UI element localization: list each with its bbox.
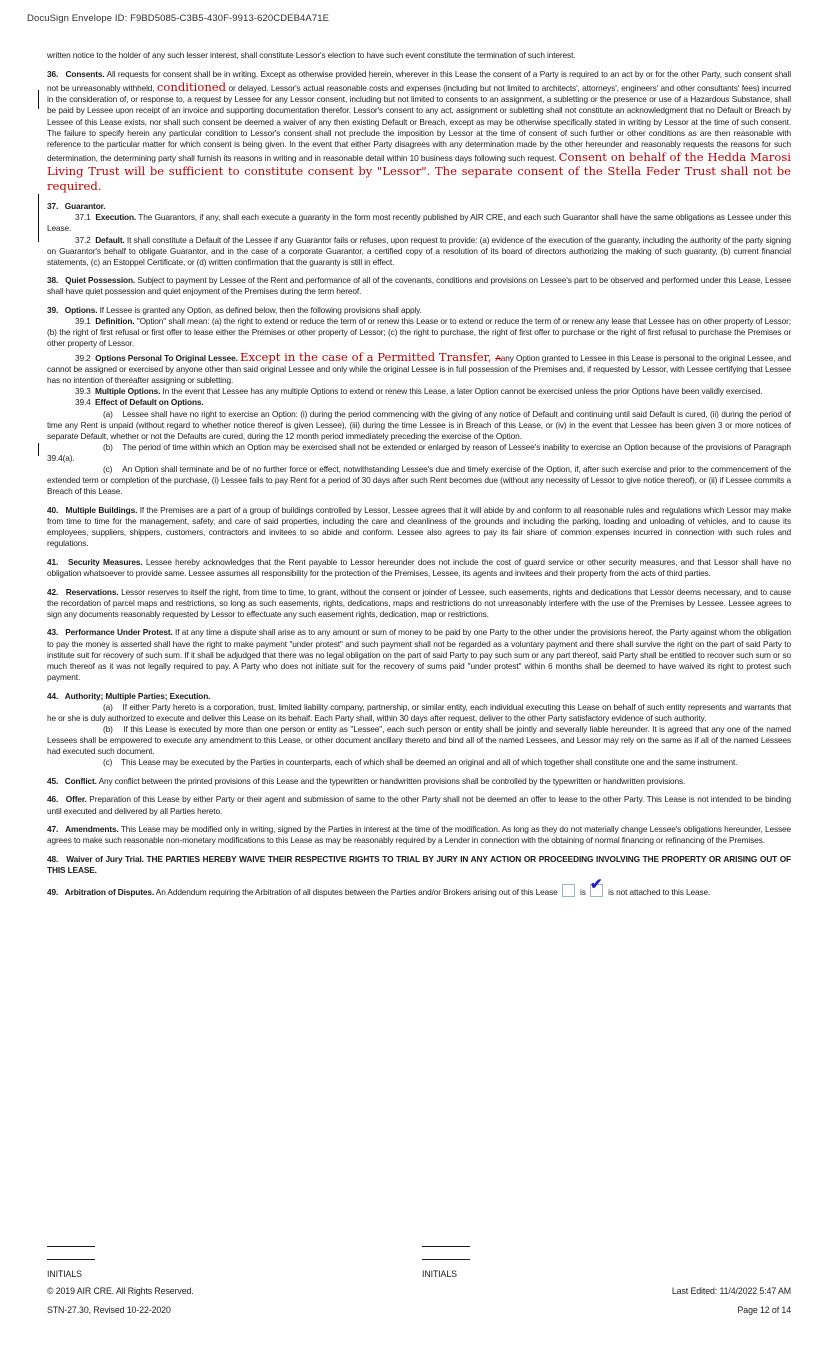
text-run: 48. Waiver of Jury Trial. THE PARTIES HEREBY WAIVE THEIR RESPECTIVE RIGHTS TO TRIAL BY JURY IN ANY ACTION OR PROCEEDING INVOLVING THE PROPERTY OR ARISING OUT OF THIS LEASE. xyxy=(47,854,791,876)
text-run: is xyxy=(577,886,588,897)
initials-line xyxy=(47,1246,95,1247)
paragraph xyxy=(47,824,791,846)
initials-block-center xyxy=(422,1246,470,1279)
paragraph xyxy=(47,442,791,464)
text-run: 42. Reservations. xyxy=(47,586,119,597)
paragraph xyxy=(47,201,791,212)
text-run: Execution. xyxy=(95,212,137,223)
text-run: If at any time a dispute shall arise as to any amount or sum of money to be paid by one Party to the other under the provisions hereof, the Party against whom the obligation to pay the money is asserted shall have the right to make payment "under protest" and such payment shall not be regarded as a voluntary payment and there shall survive the right on the part of said Party to institute suit for recovery of such sum. If it shall be adjudged that there was no legal obligation on the part of said Party to pay such sum or any part thereof, said Party shall be entitled to recover such sum or so much thereof as it was not legally required to pay. A Party who does not initiate suit for the recovery of sums paid "under protest" within 6 months shall be deemed to have waived its right to protest such payment. xyxy=(47,627,791,682)
paragraph xyxy=(47,235,791,268)
text-run: ny Option granted to Lessee in this Lease is personal to the original Lessee, and cannot be assigned or exercised by anyone other than said original Lessee and only while the original Lessee is in full possession of the Premises and, if requested by Lessor, with Lessee certifying that Lessee has no intention of thereafter assigning or subletting. xyxy=(47,352,791,386)
text-run: Any conflict between the printed provisions of this Lease and the typewritten or handwritten provisions shall be controlled by the typewritten or handwritten provisions. xyxy=(96,775,686,786)
text-run: It shall constitute a Default of the Lessee if any Guarantor fails or refuses, upon request to provide: (a) evidence of the execution of the guaranty, including the authority of the party signing on Guarantor's behalf to obligate Guarantor, and in the case of a corporate Guarantor, a certified copy of a resolution of its board of directors authorizing the making of such guaranty, (b) current financial statements, (c) an Estoppel Certificate, or (d) written confirmation that the guaranty is still in effect. xyxy=(47,234,791,267)
paragraph xyxy=(47,724,791,757)
paragraph xyxy=(47,386,791,397)
text-run: Multiple Options. xyxy=(95,386,161,397)
text-run: 38. Quiet Possession. xyxy=(47,275,136,286)
paragraph xyxy=(47,409,791,442)
text-run: 37.2 xyxy=(75,234,96,245)
text-run: Effect of Default on Options. xyxy=(95,397,204,408)
initials-block-left xyxy=(47,1246,95,1279)
text-run: 39.2 xyxy=(75,352,96,363)
paragraph xyxy=(47,69,791,194)
text-run: (c) This Lease may be executed by the Parties in counterparts, each of which shall be deemed an original and all of which together shall constitute one and the same instrument. xyxy=(103,757,738,768)
paragraph xyxy=(47,776,791,787)
initials-line xyxy=(422,1246,470,1247)
paragraph xyxy=(47,212,791,234)
text-run: A xyxy=(495,352,501,363)
text-run: or delayed. Lessor's actual reasonable costs and expenses (including but not limited to architects', attorneys', engineers' and other consultants' fees) incurred in the consideration of, or response to, a request by Lessee for any Lessor consent, including but not limited to consents to an assignment, a subletting or the presence or use of a Hazardous Substance, shall be paid by Lessee upon receipt of an invoice and supporting documentation therefor. Lessor's consent to any act, assignment or subletting shall not constitute an acknowledgment that no Default or Breach by Lessee of this Lease exists, nor shall such consent be deemed a waiver of any then existing Default or Breach, except as may be otherwise specifically stated in writing by Lessor at the time of such consent. The failure to specify herein any particular condition to Lessor's consent shall not preclude the imposition by Lessor at the time of consent of such further or other conditions as are then reasonable with reference to the particular matter for which consent is being given. In the event that either Party disagrees with any determination made by the other hereunder and reasonably requests the reasons for such determination, the determining party shall furnish its reasons in writing and in reasonable detail within 10 business days following such request. xyxy=(47,82,791,163)
paragraph xyxy=(47,50,791,61)
text-run: (c) An Option shall terminate and be of no further force or effect, notwithstanding Lessee's due and timely exercise of the Option, if, after such exercise and prior to the commencement of the extended term or completion of the purchase, (i) Lessee fails to pay Rent for a period of 30 days after such Rent becomes due (without any necessity of Lessor to give notice thereof), or (ii) if Lessee commits a Breach of this Lease. xyxy=(47,463,791,497)
text-run: 39. Options. xyxy=(47,305,98,316)
text-run: 40. Multiple Buildings. xyxy=(47,504,138,515)
text-run: conditioned xyxy=(156,79,227,94)
text-run: All requests for consent shall be in writing. Except as otherwise provided herein, wherever in this Lease the consent of a Party is required to an act by or for the other Party, such consent shall not be unreasonably withheld, xyxy=(47,68,791,93)
text-run: (b) If this Lease is executed by more than one person or entity as "Lessee", each such person or entity shall be jointly and severally liable hereunder. It is agreed that any one of the named Lessees shall be empowered to execute any amendment to this Lease, or other document ancillary thereto and bind all of the named Lessees, and Lessor may rely on the same as if all of the named Lessees had executed such document. xyxy=(47,723,791,756)
paragraph xyxy=(47,587,791,620)
text-run: (a) If either Party hereto is a corporation, trust, limited liability company, partnership, or similar entity, each individual executing this Lease on behalf of such entity represents and warrants that he or she is duly authorized to execute and deliver this Lease on its behalf. Each Party shall, within 30 days after request, deliver to the other Party satisfactory evidence of such authority. xyxy=(47,701,791,723)
text-run: Preparation of this Lease by either Party or their agent and submission of same to the other Party shall not be deemed an offer to lease to the other Party. This Lease is not intended to be binding until executed and delivered by all Parties hereto. xyxy=(47,794,792,816)
text-run: 39.1 xyxy=(75,316,96,327)
initials-line xyxy=(47,1259,95,1260)
text-run: If Lessee is granted any Option, as defined below, then the following provisions shall apply. xyxy=(97,305,422,316)
text-run: An Addendum requiring the Arbitration of all disputes between the Parties and/or Brokers arising out of this Lease xyxy=(154,886,560,897)
checkmark-icon: ✔ xyxy=(589,875,603,893)
paragraph xyxy=(47,305,791,316)
initials-label: INITIALS xyxy=(47,1269,82,1279)
text-run: Lessor reserves to itself the right, from time to time, to grant, without the consent or joinder of Lessee, such easements, rights and dedications that Lessor deems necessary, and to cause the recordation of parcel maps and restrictions, so long as such easements, rights, dedications, maps and restrictions do not unreasonably interfere with the use of the Premises by Lessee. Lessee agrees to sign any documents reasonably requested by Lessor to effectuate any such easement rights, dedication, map or restrictions. xyxy=(47,586,791,619)
text-run: 37.1 xyxy=(75,212,96,223)
paragraph xyxy=(47,505,791,549)
arbitration-is-not-attached-checkbox[interactable] xyxy=(589,875,603,897)
revision-change-bar xyxy=(38,194,39,242)
revision-change-bar xyxy=(38,90,39,109)
text-run: Consent on behalf of the Hedda Marosi Living Trust will be sufficient to constitute consent by "Lessor". The separate consent of the Stella Feder Trust shall not be required. xyxy=(47,149,791,194)
paragraph xyxy=(47,854,791,876)
initials-line xyxy=(422,1259,470,1260)
paragraph xyxy=(47,627,791,682)
text-run: Default. xyxy=(95,234,125,245)
text-run: 37. Guarantor. xyxy=(47,201,106,212)
text-run: 39.3 xyxy=(75,386,96,397)
paragraph xyxy=(47,794,791,816)
text-run: is not attached to this Lease. xyxy=(605,886,711,897)
text-run: (a) Lessee shall have no right to exercise an Option: (i) during the period commencing with the giving of any notice of Default and continuing until said Default is cured, (ii) during the period of time any Rent is unpaid (without regard to whether notice thereof is given Lessee), (iii) during the time Lessee is in Breach of this Lease, or (iv) in the event that Lessee has been given 3 or more notices of separate Default, whether or not the Defaults are cured, during the 12 month period immediately preceding the exercise of the Option. xyxy=(47,408,791,441)
text-run: Options Personal To Original Lessee. xyxy=(95,352,238,363)
text-run: This Lease may be modified only in writing, signed by the Parties in interest at the time of the modification. As long as they do not materially change Lessee's obligations hereunder, Lessee agrees to make such reasonable non-monetary modifications to this Lease as may be reasonably required by a Lender in connection with the obtaining of normal financing or refinancing of the Premises. xyxy=(47,824,791,846)
paragraph xyxy=(47,691,791,702)
text-run: Lessee hereby acknowledges that the Rent payable to Lessor hereunder does not include the cost of guard service or other security measures, and that Lessor shall have no obligation whatsoever to provide same. Lessee assumes all responsibility for the protection of the Premises, Lessee, its agents and invitees and their property from the acts of third parties. xyxy=(47,556,791,578)
text-run: (b) The period of time within which an Option may be exercised shall not be extended or enlarged by reason of Lessee's inability to exercise an Option because of the provisions of Paragraph 39.4(a). xyxy=(47,441,791,463)
text-run: If the Premises are a part of a group of buildings controlled by Lessor, Lessee agrees that it will abide by and conform to all reasonable rules and regulations which Lessor may make from time to time for the management, safety, and care of said properties, including the care and cleanliness of the grounds and including the parking, loading and unloading of vehicles, and to cause its employees, suppliers, shippers, customers, contractors and invitees to so abide and conform. Lessee also agrees to pay its fair share of common expenses incurred in connection with such rules and regulations. xyxy=(47,504,791,549)
text-run: 36. Consents. xyxy=(47,68,105,79)
page-number-text: Page 12 of 14 xyxy=(737,1305,791,1315)
last-edited-text: Last Edited: 11/4/2022 5:47 AM xyxy=(671,1286,791,1296)
text-run: 39.4 xyxy=(75,397,96,408)
text-run: In the event that Lessee has any multiple Options to extend or renew this Lease, a later Option cannot be exercised unless the prior Options have been validly exercised. xyxy=(160,386,763,397)
arbitration-is-attached-checkbox[interactable] xyxy=(562,884,575,897)
text-run: Except in the case of a Permitted Transfer, xyxy=(239,349,496,364)
document-body xyxy=(47,50,791,898)
text-run: 47. Amendments. xyxy=(47,824,119,835)
paragraph xyxy=(47,397,791,408)
text-run: 44. Authority; Multiple Parties; Execution. xyxy=(47,690,211,701)
paragraph xyxy=(47,557,791,579)
text-run: 49. Arbitration of Disputes. xyxy=(47,886,155,897)
text-run: 41. Security Measures. xyxy=(47,556,143,567)
paragraph xyxy=(47,875,791,898)
text-run: 46. Offer. xyxy=(47,794,87,805)
paragraph xyxy=(47,316,791,349)
paragraph xyxy=(47,757,791,768)
text-run: Subject to payment by Lessee of the Rent and performance of all of the covenants, conditions and provisions on Lessee's part to be observed and performed under this Lease, Lessee shall have quiet possession and quiet enjoyment of the Premises during the term hereof. xyxy=(47,275,791,297)
text-run: "Option" shall mean: (a) the right to extend or reduce the term of or renew this Lease or to extend or reduce the term of or renew any lease that Lessee has on other property of Lessor; (b) the right of first refusal or first offer to lease either the Premises or other property of Lessor; (c) the right to purchase, the right of first offer to purchase or the right of first refusal to purchase the Premises or other property of Lessor. xyxy=(47,316,791,349)
paragraph xyxy=(47,350,791,387)
paragraph xyxy=(47,275,791,297)
form-id-text: STN-27.30, Revised 10-22-2020 xyxy=(47,1305,171,1315)
docusign-envelope-id: DocuSign Envelope ID: F9BD5085-C3B5-430F-9913-620CDEB4A71E xyxy=(27,13,330,24)
copyright-text: © 2019 AIR CRE. All Rights Reserved. xyxy=(47,1286,194,1296)
initials-label: INITIALS xyxy=(422,1269,457,1279)
text-run: Definition. xyxy=(95,316,135,327)
paragraph xyxy=(47,702,791,724)
revision-change-bar xyxy=(38,443,39,456)
paragraph xyxy=(47,464,791,497)
text-run: 45. Conflict. xyxy=(47,775,97,786)
text-run: a xyxy=(500,352,506,363)
text-run: The Guarantors, if any, shall each execute a guaranty in the form most recently published by AIR CRE, and each such Guarantor shall have the same obligations as Lessee under this Lease. xyxy=(47,212,791,234)
text-run: written notice to the holder of any such lesser interest, shall constitute Lessor's election to have such event constitute the termination of such interest. xyxy=(47,50,576,60)
text-run: 43. Performance Under Protest. xyxy=(47,627,173,638)
